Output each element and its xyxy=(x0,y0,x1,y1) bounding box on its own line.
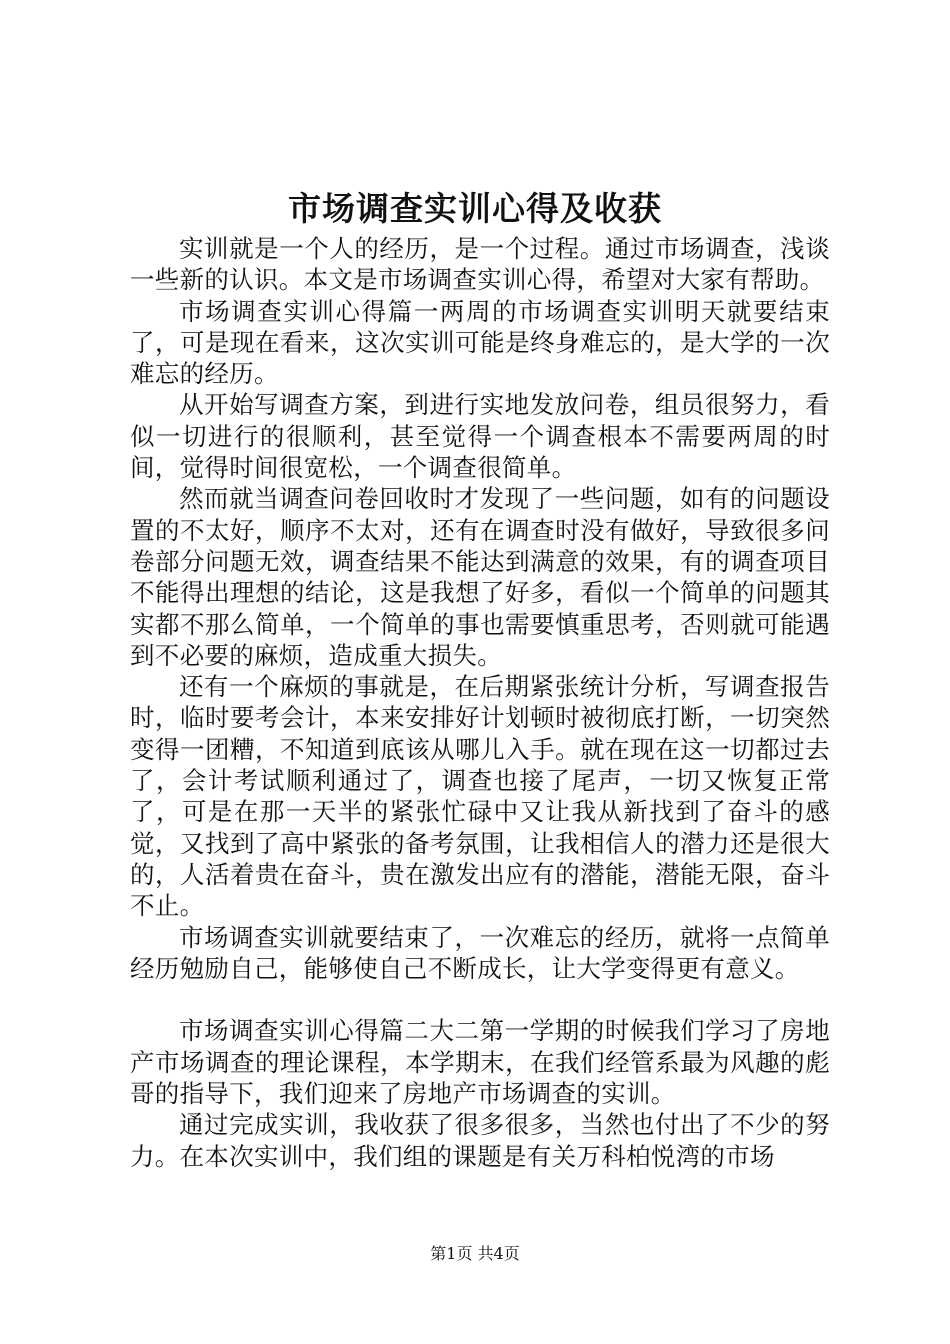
document-title: 市场调查实训心得及收获 xyxy=(288,189,662,228)
paragraph-part-one-start: 市场调查实训心得篇一两周的市场调查实训明天就要结束了，可是现在看来，这次实训可能是终身难忘的，是大学的一次难忘的经历。 xyxy=(130,296,830,389)
page-number-footer: 第1页 共4页 xyxy=(430,1244,520,1263)
paragraph-spacer xyxy=(130,984,830,1015)
paragraph-trouble: 还有一个麻烦的事就是，在后期紧张统计分析，写调查报告时，临时要考会计，本来安排好计划顿时被彻底打断，一切突然变得一团糟，不知道到底该从哪儿入手。就在现在这一切都过去了，会计考试顺利通过了，调查也接了尾声，一切又恢复正常了，可是在那一天半的紧张忙碌中又让我从新找到了奋斗的感觉，又找到了高中紧张的备考氛围，让我相信人的潜力还是很大的，人活着贵在奋斗，贵在激发出应有的潜能，潜能无限，奋斗不止。 xyxy=(130,672,830,921)
paragraph-intro: 实训就是一个人的经历，是一个过程。通过市场调查，浅谈一些新的认识。本文是市场调查实训心得，希望对大家有帮助。 xyxy=(130,234,830,295)
paragraph-survey-plan: 从开始写调查方案，到进行实地发放问卷，组员很努力，看似一切进行的很顺利，甚至觉得一个调查根本不需要两周的时间，觉得时间很宽松，一个调查很简单。 xyxy=(130,390,830,483)
paragraph-part-one-end: 市场调查实训就要结束了，一次难忘的经历，就将一点简单经历勉励自己，能够使自己不断成长，让大学变得更有意义。 xyxy=(130,922,830,983)
paragraph-harvest: 通过完成实训，我收获了很多很多，当然也付出了不少的努力。在本次实训中，我们组的课题是有关万科柏悦湾的市场 xyxy=(130,1110,830,1171)
paragraph-problems: 然而就当调查问卷回收时才发现了一些问题，如有的问题设置的不太好，顺序不太对，还有在调查时没有做好，导致很多问卷部分问题无效，调查结果不能达到满意的效果，有的调查项目不能得出理想的结论，这是我想了好多，看似一个简单的问题其实都不那么简单，一个简单的事也需要慎重思考，否则就可能遇到不必要的麻烦，造成重大损失。 xyxy=(130,484,830,670)
paragraph-part-two-start: 市场调查实训心得篇二大二第一学期的时候我们学习了房地产市场调查的理论课程，本学期末，在我们经管系最为风趣的彪哥的指导下，我们迎来了房地产市场调查的实训。 xyxy=(130,1016,830,1109)
document-body xyxy=(130,233,830,1172)
